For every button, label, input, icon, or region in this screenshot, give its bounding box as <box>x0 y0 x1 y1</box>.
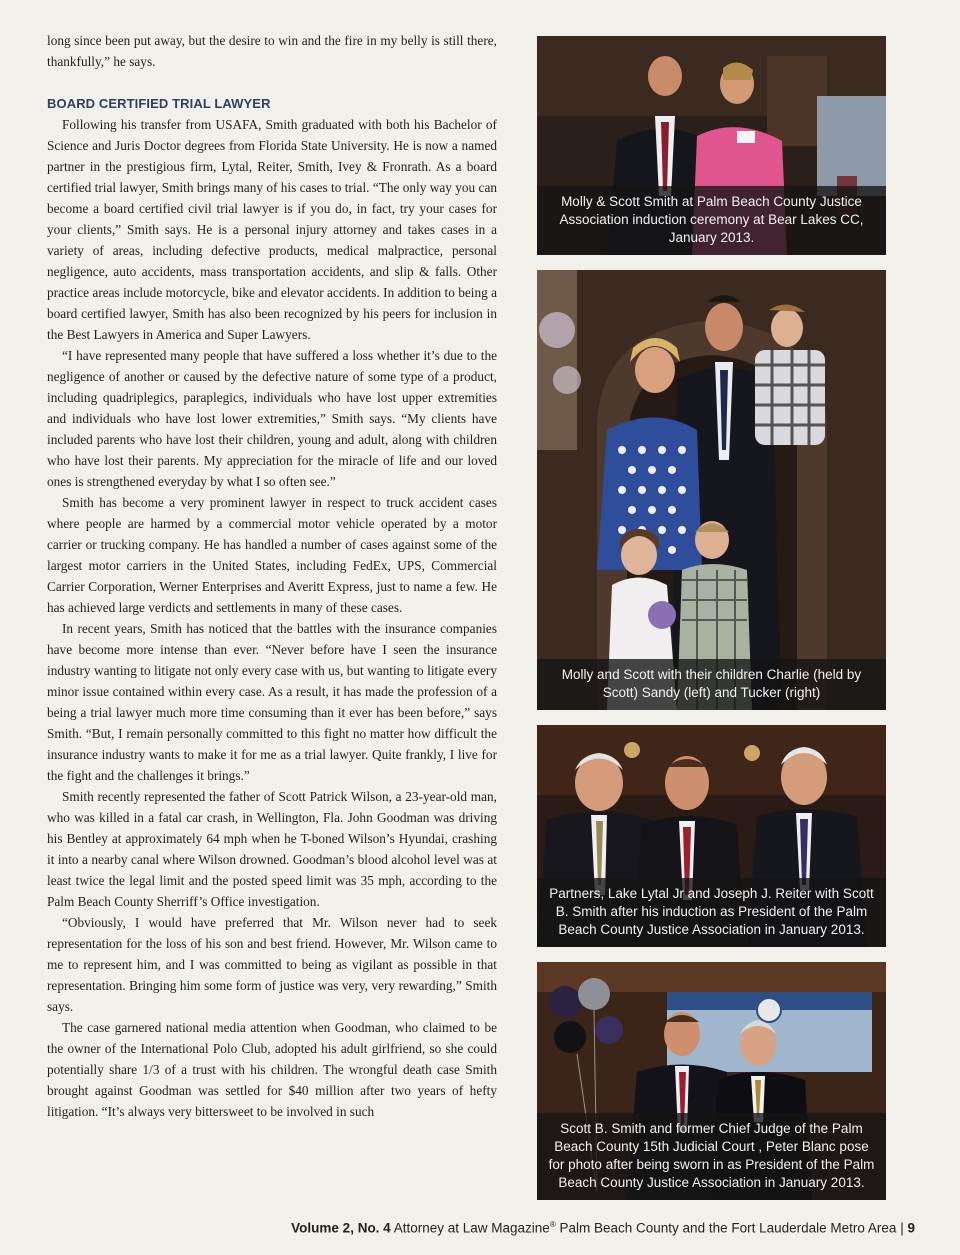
photo-caption: Partners, Lake Lytal Jr and Joseph J. Reiter with Scott B. Smith after his induction as President of the Palm Beach County Justice Association in January 2013. <box>537 878 886 947</box>
photo-caption: Scott B. Smith and former Chief Judge of the Palm Beach County 15th Judicial Court , Peter Blanc pose for photo after being sworn in as President of the Palm Beach County Justice Association in January 2013. <box>537 1113 886 1200</box>
footer-registered-mark: ® <box>549 1220 556 1229</box>
photo-caption: Molly & Scott Smith at Palm Beach County Justice Association induction ceremony at Bear Lakes CC, January 2013. <box>537 186 886 255</box>
footer-issue: Volume 2, No. 4 <box>291 1220 391 1236</box>
article-paragraph: In recent years, Smith has noticed that the battles with the insurance companies have become more intense than ever. “Never before have I seen the insurance industry wanting to litigate not only every case with us, but wanting to litigate every minor issue contained within every case. As a result, it has made the profession of a being a trial lawyer much more time consuming than it ever has been before,” says Smith. “But, I remain personally committed to this fight no matter how difficult the insurance industry wants to make it for me as a trial lawyer. Quite frankly, I live for the fight and the challenges it brings.” <box>47 621 497 783</box>
article-paragraph: Smith has become a very prominent lawyer in respect to truck accident cases where people are harmed by a commercial motor vehicle operated by a motor carrier or trucking company. He has handled a number of cases against some of the largest motor carriers in the United States, including FedEx, UPS, Commercial Carrier Corporation, Werner Enterprises and Averitt Express, just to name a few. He has achieved large verdicts and settlements in many of these cases. <box>47 495 497 615</box>
article-body <box>47 30 497 1122</box>
intro-paragraph: long since been put away, but the desire to win and the fire in my belly is still there, thankfully,” he says. <box>47 33 497 69</box>
article-paragraph: “Obviously, I would have preferred that Mr. Wilson never had to seek representation for the loss of his son and best friend. However, Mr. Wilson came to me to represent him, and I was committed to being as vigilant as possible in that representation. Bringing him some form of justice was very, very rewarding,” Smith says. <box>47 915 497 1014</box>
section-heading: BOARD CERTIFIED TRIAL LAWYER <box>47 96 271 111</box>
photo-partners <box>537 725 886 947</box>
footer-separator: | <box>900 1220 904 1236</box>
article-paragraph: Smith recently represented the father of Scott Patrick Wilson, a 23-year-old man, who was killed in a fatal car crash, in Wellington, Fla. John Goodman was driving his Bentley at approximately 64 mph when he T-boned Wilson’s Hyundai, crashing it into a nearby canal where Wilson drowned. Goodman’s blood alcohol level was at least twice the legal limit and the posted speed limit was 35 mph, according to the Palm Beach County Sherriff’s Office investigation. <box>47 789 497 909</box>
photo-sworn-in <box>537 962 886 1200</box>
photo-molly-scott-induction <box>537 36 886 255</box>
article-paragraph: “I have represented many people that have suffered a loss whether it’s due to the negligence of another or caused by the defective nature of some type of a product, including quadriplegics, paraplegics, individuals who have lost upper extremities and individuals who have lost lower extremities,” Smith says. “My clients have included parents who have lost their children, young and adult, along with children who have lost their parents. My appreciation for the miracle of life and our loved ones is strengthened everyday by what I so often see.” <box>47 348 497 489</box>
photo-image <box>537 270 886 710</box>
page-footer <box>291 1220 915 1236</box>
page-number: 9 <box>907 1220 915 1236</box>
article-paragraph: The case garnered national media attention when Goodman, who claimed to be the owner of the International Polo Club, adopted his adult girlfriend, so she could potentially share 1/3 of a trust with his children. The wrongful death case Smith brought against Goodman was settled for $40 million after two years of hefty litigation. “It’s always very bittersweet to be involved in such <box>47 1020 497 1119</box>
footer-edition: Palm Beach County and the Fort Lauderdale Metro Area <box>559 1220 897 1236</box>
photo-family <box>537 270 886 710</box>
photo-caption: Molly and Scott with their children Charlie (held by Scott) Sandy (left) and Tucker (right) <box>537 659 886 710</box>
article-paragraph: Following his transfer from USAFA, Smith graduated with both his Bachelor of Science and Juris Doctor degrees from Florida State University. He is now a named partner in the prestigious firm, Lytal, Reiter, Smith, Ivey & Fronrath. As a board certified trial lawyer, Smith brings many of his cases to trial. “The only way you can become a board certified civil trial lawyer is if you do, in fact, try your cases for your clients,” Smith says. He is a personal injury attorney and takes cases in a variety of areas, including defective products, medical malpractice, personal negligence, auto accidents, mass transportation accidents, and slip & falls. Other practice areas include motorcycle, bike and elevator accidents. In addition to being a board certified lawyer, Smith has also been recognized by his peers for inclusion in the Best Lawyers in America and Super Lawyers. <box>47 117 497 342</box>
footer-magazine: Attorney at Law Magazine <box>393 1220 550 1236</box>
